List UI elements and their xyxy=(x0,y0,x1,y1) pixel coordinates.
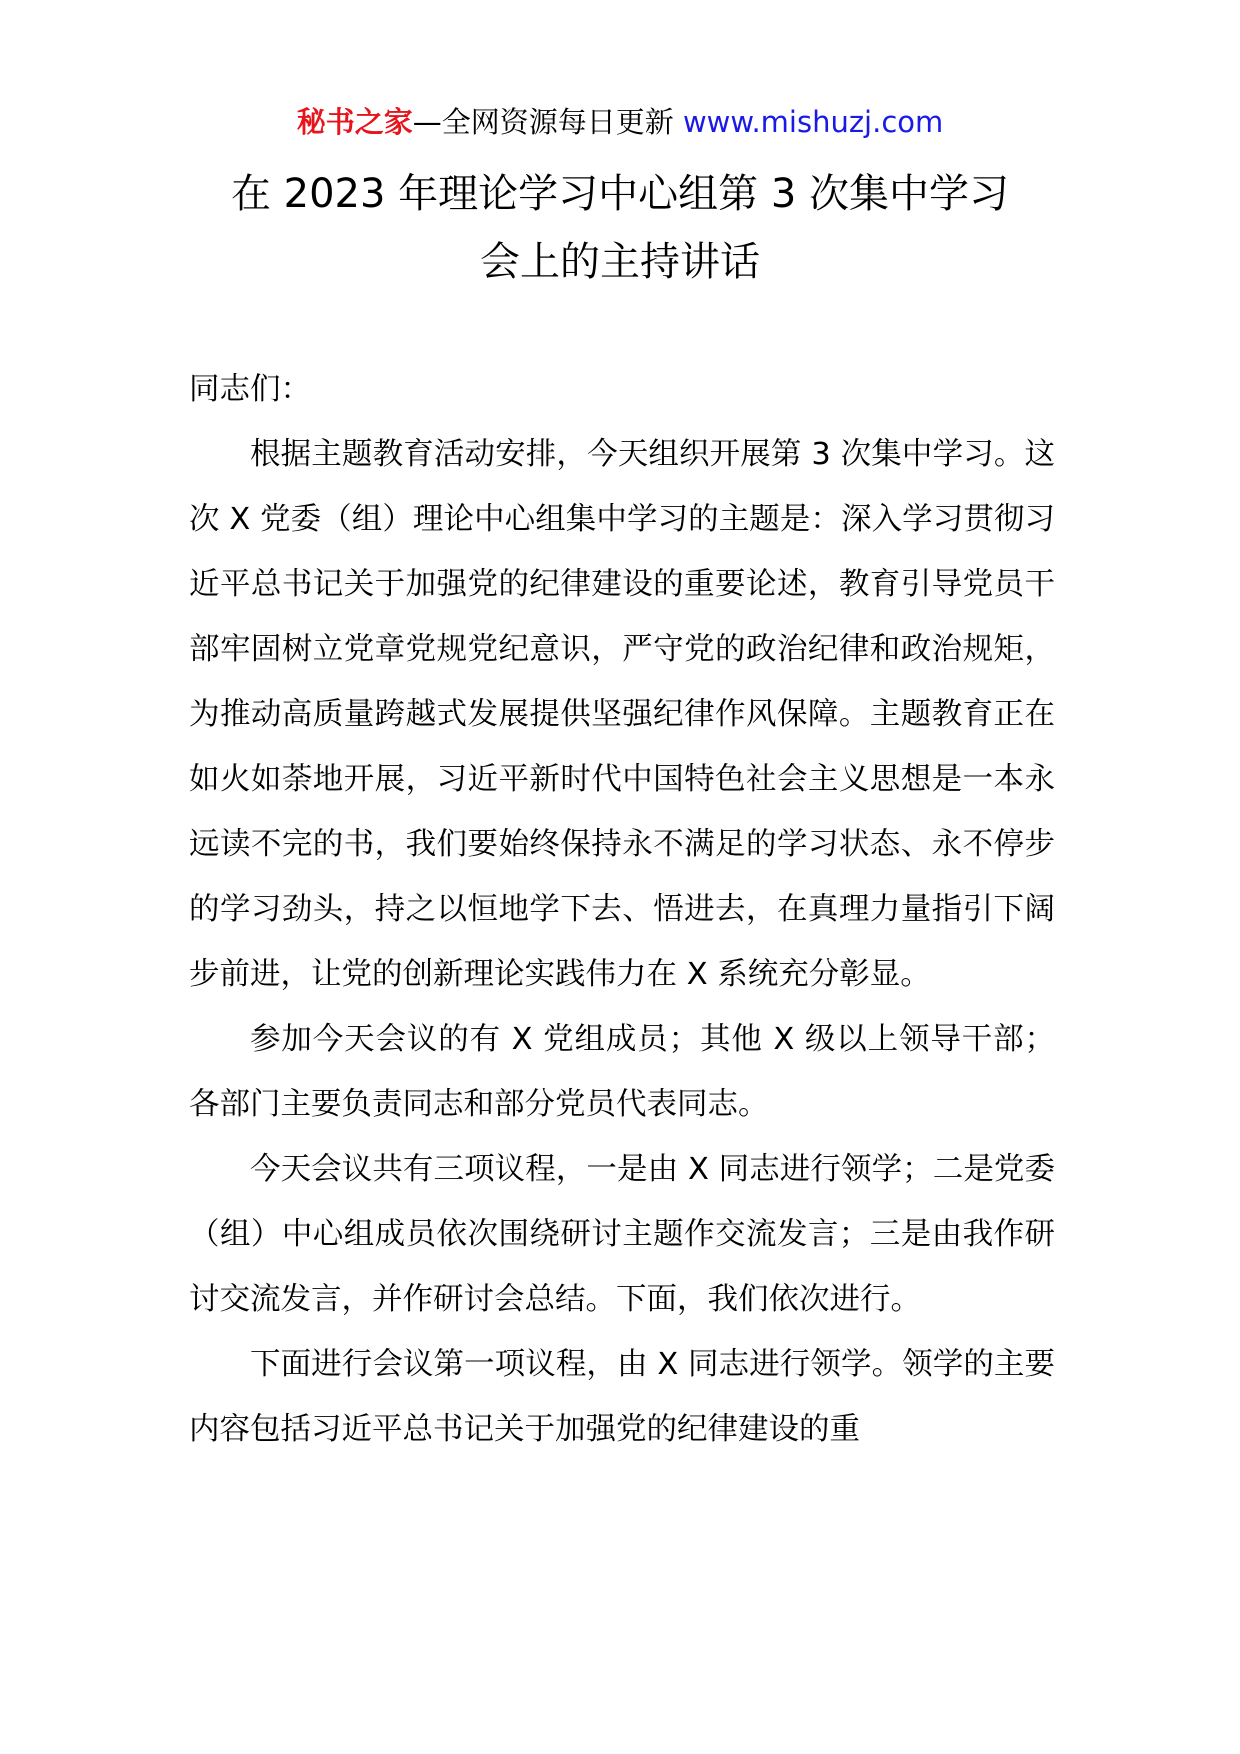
header-tagline: —全网资源每日更新 xyxy=(412,105,683,139)
paragraph-3: 今天会议共有三项议程，一是由 X 同志进行领学；二是党委（组）中心组成员依次围绕研讨主题作交流发言；三是由我作研讨交流发言，并作研讨会总结。下面，我们依次进行。 xyxy=(189,1152,1055,1317)
salutation: 同志们： xyxy=(189,372,311,407)
title-line-2: 会上的主持讲话 xyxy=(480,239,760,285)
title-line-1: 在 2023 年理论学习中心组第 3 次集中学习 xyxy=(230,171,1010,217)
site-header xyxy=(0,102,1240,142)
brand-name: 秘书之家 xyxy=(296,105,413,139)
paragraph-2: 参加今天会议的有 X 党组成员；其他 X 级以上领导干部；各部门主要负责同志和部分党员代表同志。 xyxy=(189,1022,1055,1122)
document-title xyxy=(150,160,1090,296)
document-body xyxy=(189,357,1055,1462)
paragraph-1: 根据主题教育活动安排，今天组织开展第 3 次集中学习。这次 X 党委（组）理论中心组集中学习的主题是：深入学习贯彻习近平总书记关于加强党的纪律建设的重要论述，教育引导党员干部牢固树立党章党规党纪意识，严守党的政治纪律和政治规矩，为推动高质量跨越式发展提供坚强纪律作风保障。主题教育正在如火如荼地开展，习近平新时代中国特色社会主义思想是一本永远读不完的书，我们要始终保持永不满足的学习状态、永不停步的学习劲头，持之以恒地学下去、悟进去，在真理力量指引下阔步前进，让党的创新理论实践伟力在 X 系统充分彰显。 xyxy=(189,437,1055,992)
paragraph-4: 下面进行会议第一项议程，由 X 同志进行领学。领学的主要内容包括习近平总书记关于加强党的纪律建设的重 xyxy=(189,1347,1055,1447)
site-url-link[interactable]: www.mishuzj.com xyxy=(682,105,944,139)
